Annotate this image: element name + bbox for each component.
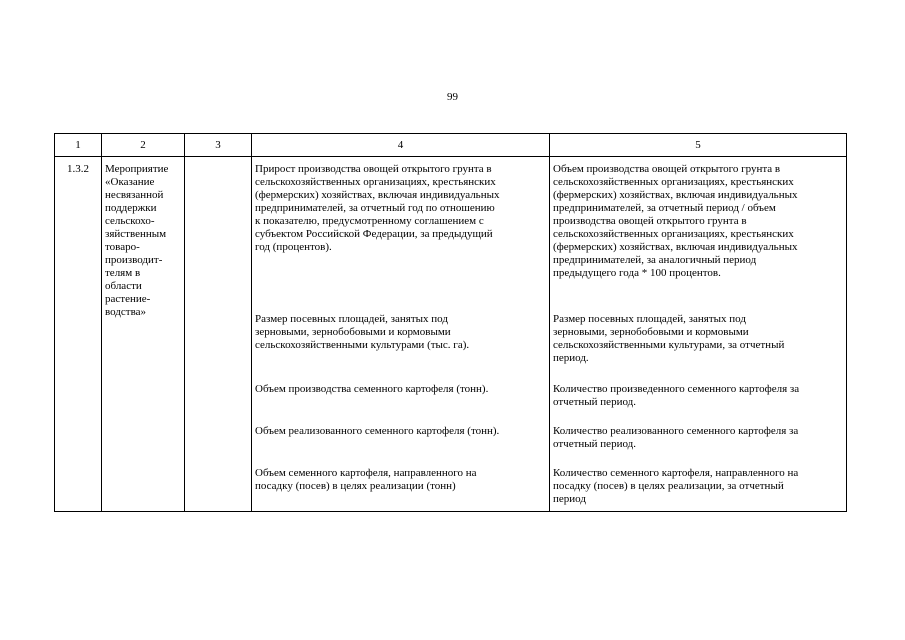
header-col-5: 5 bbox=[550, 134, 847, 157]
indicator-name-line: Объем реализованного семенного картофеля (тонн). bbox=[255, 425, 500, 437]
calculation-method-line: предпринимателей, за отчетный период / объем bbox=[553, 202, 776, 214]
calculation-method-line: предпринимателей, за аналогичный период bbox=[553, 254, 757, 266]
indicator-name-line: посадку (посев) в целях реализации (тонн) bbox=[255, 480, 456, 492]
event-name-line: товаро- bbox=[105, 241, 140, 253]
header-col-4: 4 bbox=[252, 134, 550, 157]
calculation-method-line: Количество произведенного семенного картофеля за bbox=[553, 383, 800, 395]
header-col-2: 2 bbox=[102, 134, 185, 157]
indicator-name-line: Размер посевных площадей, занятых под bbox=[255, 313, 448, 325]
indicator-name-line: предпринимателей, за отчетный год по отношению bbox=[255, 202, 495, 214]
indicator-name-line: год (процентов). bbox=[255, 241, 332, 253]
indicator-name-line: субъектом Российской Федерации, за предыдущий bbox=[255, 228, 493, 240]
indicator-name-block bbox=[255, 425, 546, 438]
calculation-method-line: Объем производства овощей открытого грунта в bbox=[553, 163, 781, 175]
calculation-method-line: отчетный период. bbox=[553, 438, 636, 450]
calculation-method-line: производства овощей открытого грунта в bbox=[553, 215, 747, 227]
calculation-method-line: период bbox=[553, 493, 586, 505]
calculation-method-block bbox=[553, 467, 843, 506]
indicator-name-line: Объем семенного картофеля, направленного на bbox=[255, 467, 477, 479]
event-name-line: зяйственным bbox=[105, 228, 167, 240]
indicator-names-cell bbox=[252, 157, 550, 512]
event-name-line: производит- bbox=[105, 254, 163, 266]
calculation-method-line: зерновыми, зернобобовыми и кормовыми bbox=[553, 326, 749, 338]
event-name-line: области bbox=[105, 280, 142, 292]
calculation-method-block bbox=[553, 313, 843, 365]
indicator-name-line: сельскохозяйственных организациях, крестьянских bbox=[255, 176, 496, 188]
event-name-line: несвязанной bbox=[105, 189, 164, 201]
calculation-method-line: сельскохозяйственных организациях, крестьянских bbox=[553, 176, 794, 188]
indicator-name-line: Прирост производства овощей открытого грунта в bbox=[255, 163, 492, 175]
table-header-row bbox=[55, 134, 847, 157]
indicator-name-block bbox=[255, 383, 546, 396]
table-row bbox=[55, 157, 847, 512]
calculation-method-line: (фермерских) хозяйствах, включая индивидуальных bbox=[553, 241, 798, 253]
event-name-line: телям в bbox=[105, 267, 141, 279]
event-name-line: водства» bbox=[105, 306, 147, 318]
event-name-line: сельскохо- bbox=[105, 215, 155, 227]
header-col-3: 3 bbox=[185, 134, 252, 157]
indicators-table bbox=[54, 133, 847, 512]
indicator-name-line: (фермерских) хозяйствах, включая индивидуальных bbox=[255, 189, 500, 201]
event-name-line: растение- bbox=[105, 293, 151, 305]
calculation-method-line: сельскохозяйственными культурами, за отчетный bbox=[553, 339, 785, 351]
calculation-method-line: сельскохозяйственных организациях, крестьянских bbox=[553, 228, 794, 240]
indicator-name-block bbox=[255, 467, 546, 493]
calculation-method-line: отчетный период. bbox=[553, 396, 636, 408]
row-code: 1.3.2 bbox=[55, 157, 102, 512]
indicator-name-line: к показателю, предусмотренному соглашением с bbox=[255, 215, 484, 227]
calculation-method-block bbox=[553, 383, 843, 409]
calculation-method-line: Количество реализованного семенного картофеля за bbox=[553, 425, 799, 437]
calculation-method-line: Количество семенного картофеля, направленного на bbox=[553, 467, 799, 479]
calculation-method-line: предыдущего года * 100 процентов. bbox=[553, 267, 721, 279]
calculation-method-line: период. bbox=[553, 352, 589, 364]
calculation-method-line: Размер посевных площадей, занятых под bbox=[553, 313, 746, 325]
event-name-cell bbox=[102, 157, 185, 512]
event-name-line: Мероприятие bbox=[105, 163, 169, 175]
calculation-method-line: (фермерских) хозяйствах, включая индивидуальных bbox=[553, 189, 798, 201]
calculation-method-block bbox=[553, 425, 843, 451]
indicator-name-line: зерновыми, зернобобовыми и кормовыми bbox=[255, 326, 451, 338]
page-number: 99 bbox=[447, 91, 458, 103]
calculation-methods-cell bbox=[550, 157, 847, 512]
indicator-name-line: Объем производства семенного картофеля (тонн). bbox=[255, 383, 489, 395]
indicator-name-block bbox=[255, 313, 546, 352]
event-name-line: «Оказание bbox=[105, 176, 155, 188]
indicator-name-line: сельскохозяйственными культурами (тыс. га). bbox=[255, 339, 470, 351]
indicator-name-block bbox=[255, 163, 546, 254]
col3-cell bbox=[185, 157, 252, 512]
calculation-method-block bbox=[553, 163, 843, 280]
event-name-line: поддержки bbox=[105, 202, 157, 214]
calculation-method-line: посадку (посев) в целях реализации, за отчетный bbox=[553, 480, 784, 492]
header-col-1: 1 bbox=[55, 134, 102, 157]
